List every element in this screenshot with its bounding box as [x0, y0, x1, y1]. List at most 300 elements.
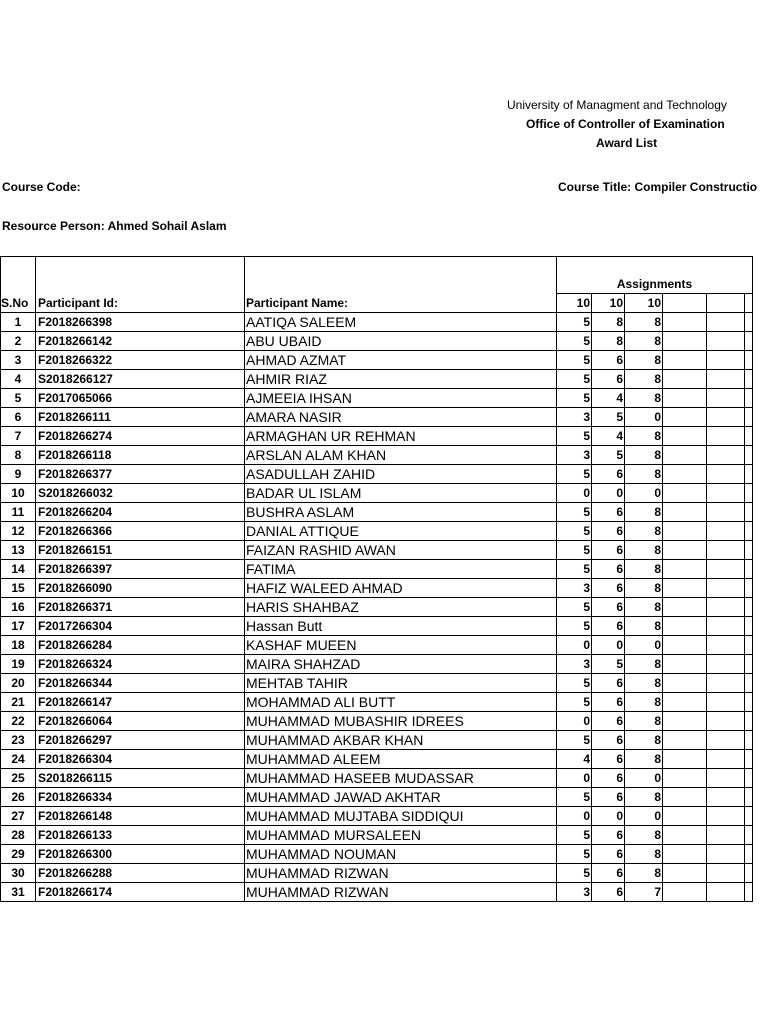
participant-id-header: Participant Id: — [36, 294, 245, 313]
row-participant-id: F2018266300 — [36, 845, 245, 864]
table-row — [1, 617, 753, 636]
row-assignment-1: 3 — [557, 579, 592, 598]
row-participant-id: F2018266322 — [36, 351, 245, 370]
empty-header-cell — [707, 294, 745, 313]
row-participant-name: MUHAMMAD MUBASHIR IDREES — [245, 712, 557, 731]
row-empty-cell — [745, 769, 753, 788]
row-sno: 7 — [1, 427, 36, 446]
row-assignment-1: 3 — [557, 446, 592, 465]
row-assignment-3: 8 — [625, 712, 663, 731]
row-assignment-1: 5 — [557, 864, 592, 883]
row-empty-cell — [707, 674, 745, 693]
row-assignment-2: 6 — [592, 883, 625, 902]
row-empty-cell — [745, 351, 753, 370]
row-empty-cell — [707, 883, 745, 902]
row-participant-id: F2018266147 — [36, 693, 245, 712]
row-participant-name: ASADULLAH ZAHID — [245, 465, 557, 484]
row-assignment-3: 0 — [625, 807, 663, 826]
row-sno: 22 — [1, 712, 36, 731]
row-empty-cell — [707, 826, 745, 845]
row-assignment-3: 8 — [625, 674, 663, 693]
row-empty-cell — [745, 313, 753, 332]
row-empty-cell — [707, 484, 745, 503]
row-assignment-2: 6 — [592, 788, 625, 807]
sno-header-top — [1, 257, 36, 294]
row-empty-cell — [707, 769, 745, 788]
row-participant-name: MUHAMMAD RIZWAN — [245, 864, 557, 883]
row-assignment-1: 5 — [557, 427, 592, 446]
row-assignment-3: 8 — [625, 427, 663, 446]
row-empty-cell — [663, 674, 707, 693]
row-assignment-3: 8 — [625, 693, 663, 712]
row-empty-cell — [745, 446, 753, 465]
row-empty-cell — [707, 731, 745, 750]
row-empty-cell — [707, 712, 745, 731]
row-sno: 9 — [1, 465, 36, 484]
row-participant-name: MUHAMMAD AKBAR KHAN — [245, 731, 557, 750]
table-header-row — [1, 294, 753, 313]
row-sno: 2 — [1, 332, 36, 351]
row-assignment-2: 8 — [592, 332, 625, 351]
row-assignment-3: 8 — [625, 503, 663, 522]
row-assignment-3: 8 — [625, 560, 663, 579]
table-row — [1, 693, 753, 712]
sno-header: S.No — [1, 294, 36, 313]
row-assignment-1: 5 — [557, 332, 592, 351]
course-title-label: Course Title: Compiler Constructio — [558, 180, 758, 194]
award-table — [0, 256, 753, 902]
row-participant-id: F2018266304 — [36, 750, 245, 769]
row-assignment-3: 8 — [625, 465, 663, 484]
row-participant-id: F2018266397 — [36, 560, 245, 579]
row-empty-cell — [663, 864, 707, 883]
row-empty-cell — [745, 731, 753, 750]
row-assignment-3: 0 — [625, 769, 663, 788]
row-participant-name: MEHTAB TAHIR — [245, 674, 557, 693]
row-sno: 31 — [1, 883, 36, 902]
row-sno: 17 — [1, 617, 36, 636]
row-assignment-2: 6 — [592, 731, 625, 750]
row-participant-name: MUHAMMAD HASEEB MUDASSAR — [245, 769, 557, 788]
row-assignment-2: 0 — [592, 636, 625, 655]
row-empty-cell — [663, 427, 707, 446]
row-assignment-2: 6 — [592, 693, 625, 712]
row-empty-cell — [745, 522, 753, 541]
row-assignment-1: 5 — [557, 560, 592, 579]
row-assignment-1: 5 — [557, 313, 592, 332]
table-row — [1, 560, 753, 579]
row-participant-id: F2018266111 — [36, 408, 245, 427]
row-empty-cell — [663, 636, 707, 655]
row-assignment-1: 0 — [557, 769, 592, 788]
row-empty-cell — [707, 636, 745, 655]
table-row — [1, 427, 753, 446]
row-empty-cell — [745, 845, 753, 864]
row-participant-id: F2018266297 — [36, 731, 245, 750]
table-row — [1, 484, 753, 503]
participant-name-header: Participant Name: — [245, 294, 557, 313]
row-empty-cell — [707, 617, 745, 636]
row-sno: 18 — [1, 636, 36, 655]
row-assignment-1: 5 — [557, 541, 592, 560]
row-assignment-3: 8 — [625, 864, 663, 883]
row-empty-cell — [707, 541, 745, 560]
row-participant-name: MUHAMMAD MURSALEEN — [245, 826, 557, 845]
row-assignment-3: 8 — [625, 826, 663, 845]
row-empty-cell — [663, 845, 707, 864]
row-participant-name: ARMAGHAN UR REHMAN — [245, 427, 557, 446]
table-row — [1, 883, 753, 902]
table-row — [1, 674, 753, 693]
row-assignment-1: 5 — [557, 503, 592, 522]
table-row — [1, 655, 753, 674]
row-empty-cell — [663, 465, 707, 484]
row-empty-cell — [745, 408, 753, 427]
row-assignment-3: 8 — [625, 579, 663, 598]
table-row — [1, 769, 753, 788]
row-participant-id: F2018266274 — [36, 427, 245, 446]
row-empty-cell — [663, 655, 707, 674]
row-empty-cell — [745, 598, 753, 617]
row-assignment-3: 0 — [625, 636, 663, 655]
row-assignment-3: 8 — [625, 845, 663, 864]
row-assignment-1: 4 — [557, 750, 592, 769]
row-assignment-3: 8 — [625, 522, 663, 541]
row-empty-cell — [745, 826, 753, 845]
row-assignment-2: 6 — [592, 503, 625, 522]
row-assignment-2: 6 — [592, 579, 625, 598]
row-assignment-2: 5 — [592, 408, 625, 427]
table-group-header-row — [1, 257, 753, 294]
row-empty-cell — [707, 522, 745, 541]
table-row — [1, 864, 753, 883]
row-assignment-1: 0 — [557, 636, 592, 655]
row-empty-cell — [707, 560, 745, 579]
row-participant-name: BUSHRA ASLAM — [245, 503, 557, 522]
row-sno: 15 — [1, 579, 36, 598]
row-empty-cell — [663, 826, 707, 845]
row-assignment-2: 4 — [592, 389, 625, 408]
row-empty-cell — [663, 313, 707, 332]
row-empty-cell — [707, 503, 745, 522]
row-assignment-1: 5 — [557, 465, 592, 484]
table-row — [1, 788, 753, 807]
row-assignment-1: 3 — [557, 408, 592, 427]
office-name: Office of Controller of Examination — [526, 117, 725, 131]
row-assignment-2: 6 — [592, 674, 625, 693]
row-participant-id: F2018266366 — [36, 522, 245, 541]
row-participant-id: S2018266127 — [36, 370, 245, 389]
row-empty-cell — [707, 693, 745, 712]
row-assignment-3: 8 — [625, 332, 663, 351]
row-empty-cell — [663, 446, 707, 465]
row-assignment-2: 4 — [592, 427, 625, 446]
row-sno: 11 — [1, 503, 36, 522]
assignments-group-header: Assignments — [557, 257, 753, 294]
row-assignment-1: 5 — [557, 522, 592, 541]
row-participant-id: F2018266118 — [36, 446, 245, 465]
row-empty-cell — [663, 807, 707, 826]
row-participant-id: S2018266115 — [36, 769, 245, 788]
row-assignment-2: 6 — [592, 522, 625, 541]
row-assignment-3: 8 — [625, 541, 663, 560]
row-assignment-2: 6 — [592, 617, 625, 636]
row-assignment-2: 6 — [592, 598, 625, 617]
row-empty-cell — [663, 712, 707, 731]
table-row — [1, 370, 753, 389]
row-empty-cell — [745, 807, 753, 826]
row-sno: 30 — [1, 864, 36, 883]
row-assignment-1: 5 — [557, 389, 592, 408]
row-participant-id: F2018266148 — [36, 807, 245, 826]
row-sno: 27 — [1, 807, 36, 826]
row-empty-cell — [745, 484, 753, 503]
row-assignment-2: 0 — [592, 484, 625, 503]
row-empty-cell — [663, 693, 707, 712]
row-assignment-1: 5 — [557, 826, 592, 845]
row-empty-cell — [745, 370, 753, 389]
row-empty-cell — [663, 370, 707, 389]
row-sno: 6 — [1, 408, 36, 427]
row-assignment-1: 5 — [557, 788, 592, 807]
row-assignment-3: 8 — [625, 598, 663, 617]
table-row — [1, 465, 753, 484]
table-row — [1, 313, 753, 332]
row-assignment-2: 6 — [592, 465, 625, 484]
row-sno: 21 — [1, 693, 36, 712]
row-assignment-3: 8 — [625, 655, 663, 674]
row-empty-cell — [707, 807, 745, 826]
row-assignment-1: 3 — [557, 883, 592, 902]
row-empty-cell — [745, 427, 753, 446]
row-sno: 12 — [1, 522, 36, 541]
assignment-1-max: 10 — [557, 294, 592, 313]
row-empty-cell — [707, 389, 745, 408]
row-participant-name: HAFIZ WALEED AHMAD — [245, 579, 557, 598]
row-participant-id: F2018266064 — [36, 712, 245, 731]
row-empty-cell — [745, 560, 753, 579]
row-sno: 14 — [1, 560, 36, 579]
row-assignment-2: 8 — [592, 313, 625, 332]
table-row — [1, 750, 753, 769]
row-empty-cell — [663, 560, 707, 579]
row-empty-cell — [745, 503, 753, 522]
row-assignment-2: 5 — [592, 655, 625, 674]
row-participant-name: MAIRA SHAHZAD — [245, 655, 557, 674]
table-row — [1, 826, 753, 845]
row-sno: 24 — [1, 750, 36, 769]
row-participant-name: MUHAMMAD NOUMAN — [245, 845, 557, 864]
row-participant-name: AHMAD AZMAT — [245, 351, 557, 370]
row-empty-cell — [663, 503, 707, 522]
row-sno: 10 — [1, 484, 36, 503]
assignment-3-max: 10 — [625, 294, 663, 313]
row-participant-name: FATIMA — [245, 560, 557, 579]
row-assignment-1: 5 — [557, 370, 592, 389]
row-empty-cell — [663, 389, 707, 408]
row-empty-cell — [707, 370, 745, 389]
row-empty-cell — [663, 408, 707, 427]
row-empty-cell — [745, 883, 753, 902]
row-empty-cell — [745, 636, 753, 655]
row-participant-id: F2018266334 — [36, 788, 245, 807]
row-assignment-2: 6 — [592, 370, 625, 389]
table-row — [1, 541, 753, 560]
row-empty-cell — [707, 351, 745, 370]
row-participant-id: F2018266371 — [36, 598, 245, 617]
row-assignment-3: 7 — [625, 883, 663, 902]
row-assignment-3: 0 — [625, 408, 663, 427]
row-assignment-1: 5 — [557, 617, 592, 636]
table-row — [1, 351, 753, 370]
row-empty-cell — [745, 389, 753, 408]
row-participant-name: MUHAMMAD MUJTABA SIDDIQUI — [245, 807, 557, 826]
university-name: University of Managment and Technology — [507, 98, 727, 112]
row-sno: 29 — [1, 845, 36, 864]
table-row — [1, 598, 753, 617]
row-empty-cell — [663, 883, 707, 902]
row-empty-cell — [663, 788, 707, 807]
row-participant-name: AATIQA SALEEM — [245, 313, 557, 332]
row-assignment-1: 0 — [557, 807, 592, 826]
course-code-label: Course Code: — [2, 180, 81, 194]
table-row — [1, 503, 753, 522]
row-participant-id: F2018266344 — [36, 674, 245, 693]
row-sno: 25 — [1, 769, 36, 788]
row-participant-name: MUHAMMAD JAWAD AKHTAR — [245, 788, 557, 807]
row-sno: 20 — [1, 674, 36, 693]
row-participant-name: MUHAMMAD RIZWAN — [245, 883, 557, 902]
row-empty-cell — [663, 617, 707, 636]
row-empty-cell — [707, 750, 745, 769]
table-row — [1, 522, 753, 541]
row-sno: 8 — [1, 446, 36, 465]
table-row — [1, 332, 753, 351]
row-participant-name: Hassan Butt — [245, 617, 557, 636]
row-participant-id: F2017266304 — [36, 617, 245, 636]
row-empty-cell — [707, 465, 745, 484]
row-participant-name: ABU UBAID — [245, 332, 557, 351]
row-sno: 3 — [1, 351, 36, 370]
row-assignment-3: 8 — [625, 731, 663, 750]
row-sno: 28 — [1, 826, 36, 845]
row-participant-name: AMARA NASIR — [245, 408, 557, 427]
row-participant-name: AHMIR RIAZ — [245, 370, 557, 389]
row-assignment-1: 3 — [557, 655, 592, 674]
row-assignment-3: 0 — [625, 484, 663, 503]
row-empty-cell — [663, 598, 707, 617]
row-assignment-1: 0 — [557, 484, 592, 503]
row-participant-id: F2018266151 — [36, 541, 245, 560]
row-assignment-3: 8 — [625, 617, 663, 636]
row-assignment-2: 0 — [592, 807, 625, 826]
row-sno: 16 — [1, 598, 36, 617]
row-assignment-3: 8 — [625, 389, 663, 408]
table-row — [1, 845, 753, 864]
row-empty-cell — [663, 484, 707, 503]
row-participant-id: F2018266174 — [36, 883, 245, 902]
table-row — [1, 636, 753, 655]
table-row — [1, 579, 753, 598]
row-participant-name: BADAR UL ISLAM — [245, 484, 557, 503]
row-assignment-3: 8 — [625, 750, 663, 769]
row-empty-cell — [707, 788, 745, 807]
row-empty-cell — [745, 864, 753, 883]
row-assignment-1: 5 — [557, 845, 592, 864]
row-empty-cell — [663, 769, 707, 788]
row-assignment-2: 6 — [592, 541, 625, 560]
row-empty-cell — [745, 712, 753, 731]
row-sno: 19 — [1, 655, 36, 674]
row-assignment-3: 8 — [625, 446, 663, 465]
row-assignment-1: 5 — [557, 731, 592, 750]
row-assignment-2: 6 — [592, 845, 625, 864]
row-participant-name: FAIZAN RASHID AWAN — [245, 541, 557, 560]
row-assignment-1: 5 — [557, 674, 592, 693]
row-empty-cell — [707, 332, 745, 351]
row-assignment-1: 5 — [557, 351, 592, 370]
table-row — [1, 731, 753, 750]
row-assignment-3: 8 — [625, 788, 663, 807]
row-empty-cell — [707, 427, 745, 446]
row-participant-id: F2018266324 — [36, 655, 245, 674]
row-participant-name: ARSLAN ALAM KHAN — [245, 446, 557, 465]
row-empty-cell — [707, 598, 745, 617]
row-participant-name: MUHAMMAD ALEEM — [245, 750, 557, 769]
row-empty-cell — [745, 674, 753, 693]
empty-header-cell — [745, 294, 753, 313]
row-empty-cell — [745, 788, 753, 807]
row-sno: 26 — [1, 788, 36, 807]
row-participant-id: F2018266377 — [36, 465, 245, 484]
row-participant-id: F2017065066 — [36, 389, 245, 408]
row-empty-cell — [663, 351, 707, 370]
row-participant-id: F2018266398 — [36, 313, 245, 332]
name-header-top — [245, 257, 557, 294]
assignment-2-max: 10 — [592, 294, 625, 313]
row-empty-cell — [707, 313, 745, 332]
row-empty-cell — [663, 522, 707, 541]
row-sno: 13 — [1, 541, 36, 560]
id-header-top — [36, 257, 245, 294]
row-assignment-3: 8 — [625, 351, 663, 370]
row-empty-cell — [745, 750, 753, 769]
row-participant-id: F2018266284 — [36, 636, 245, 655]
row-participant-id: F2018266142 — [36, 332, 245, 351]
row-empty-cell — [745, 579, 753, 598]
row-empty-cell — [745, 655, 753, 674]
row-assignment-2: 6 — [592, 826, 625, 845]
row-assignment-3: 8 — [625, 313, 663, 332]
row-empty-cell — [745, 693, 753, 712]
row-empty-cell — [707, 845, 745, 864]
row-sno: 23 — [1, 731, 36, 750]
empty-header-cell — [663, 294, 707, 313]
row-empty-cell — [663, 332, 707, 351]
row-assignment-2: 6 — [592, 864, 625, 883]
row-participant-name: KASHAF MUEEN — [245, 636, 557, 655]
row-sno: 1 — [1, 313, 36, 332]
row-empty-cell — [707, 655, 745, 674]
row-assignment-1: 0 — [557, 712, 592, 731]
row-empty-cell — [663, 579, 707, 598]
resource-person: Resource Person: Ahmed Sohail Aslam — [2, 219, 227, 233]
row-participant-name: DANIAL ATTIQUE — [245, 522, 557, 541]
row-assignment-3: 8 — [625, 370, 663, 389]
table-row — [1, 389, 753, 408]
row-sno: 5 — [1, 389, 36, 408]
row-empty-cell — [663, 750, 707, 769]
